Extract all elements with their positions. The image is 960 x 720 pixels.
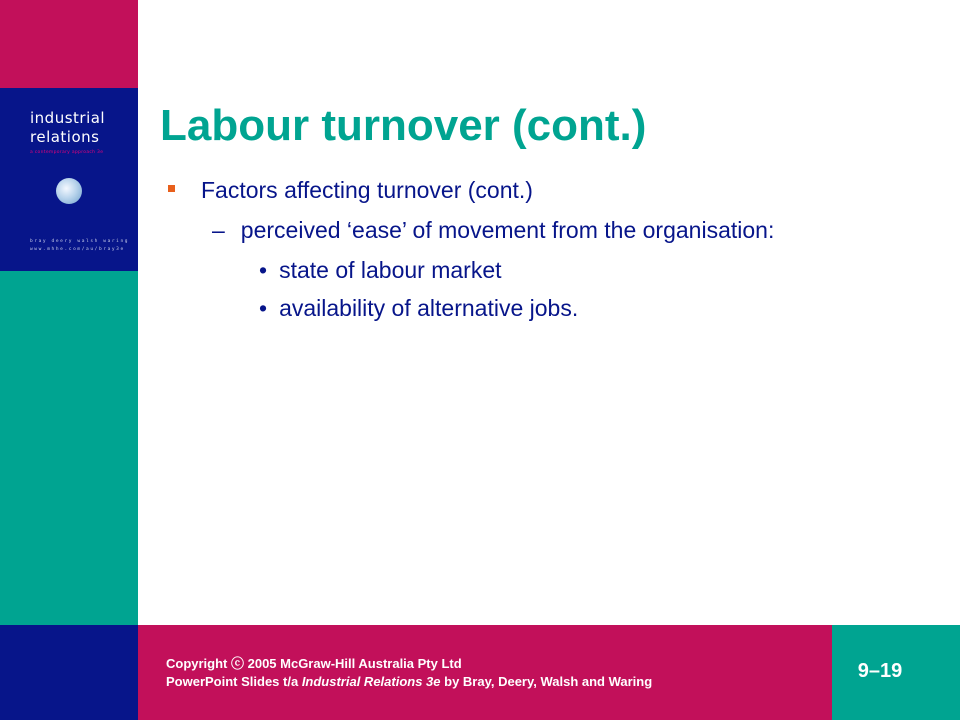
bullet-level3-text: availability of alternative jobs. xyxy=(279,295,579,321)
book-cover-authors: bray deery walsh waring xyxy=(30,239,130,244)
bullet-level3-text: state of labour market xyxy=(279,257,502,283)
sidebar-magenta-block xyxy=(0,0,138,88)
square-bullet-icon xyxy=(168,185,175,192)
book-cover-website: www.mhhe.com/au/bray3e xyxy=(30,247,125,252)
copyright-line2 xyxy=(166,673,652,691)
bullet-level3-item xyxy=(259,294,578,322)
book-title-italic: Industrial Relations 3e xyxy=(301,674,441,689)
dot-bullet-icon: • xyxy=(259,295,268,321)
dash-bullet-icon: – xyxy=(212,217,225,243)
copyright-line1: Copyright ⓒ 2005 McGraw-Hill Australia Pty Ltd xyxy=(166,656,462,671)
copyright-line2-prefix: PowerPoint Slides t/a xyxy=(166,674,302,689)
bullet-level2 xyxy=(212,216,774,244)
slide-number: 9–19 xyxy=(857,660,903,682)
bullet-level1-text: Factors affecting turnover (cont.) xyxy=(201,177,533,203)
copyright-line2-suffix: by Bray, Deery, Walsh and Waring xyxy=(440,674,653,689)
slide-title: Labour turnover (cont.) xyxy=(160,101,647,150)
bullet-level2-text: perceived ‘ease’ of movement from the organisation: xyxy=(240,217,775,243)
footer-navy-block xyxy=(0,625,138,720)
dot-bullet-icon: • xyxy=(259,257,268,283)
sidebar-teal-block xyxy=(0,271,138,625)
bullet-level1 xyxy=(168,176,533,204)
copyright-notice xyxy=(166,655,652,691)
globe-icon xyxy=(56,178,82,204)
book-cover-subtitle: a contemporary approach 3e xyxy=(30,150,104,155)
book-cover-title-line1: industrial xyxy=(30,109,106,127)
book-cover-title xyxy=(30,109,105,147)
book-cover-title-line2: relations xyxy=(30,128,100,146)
bullet-level3-item xyxy=(259,256,502,284)
